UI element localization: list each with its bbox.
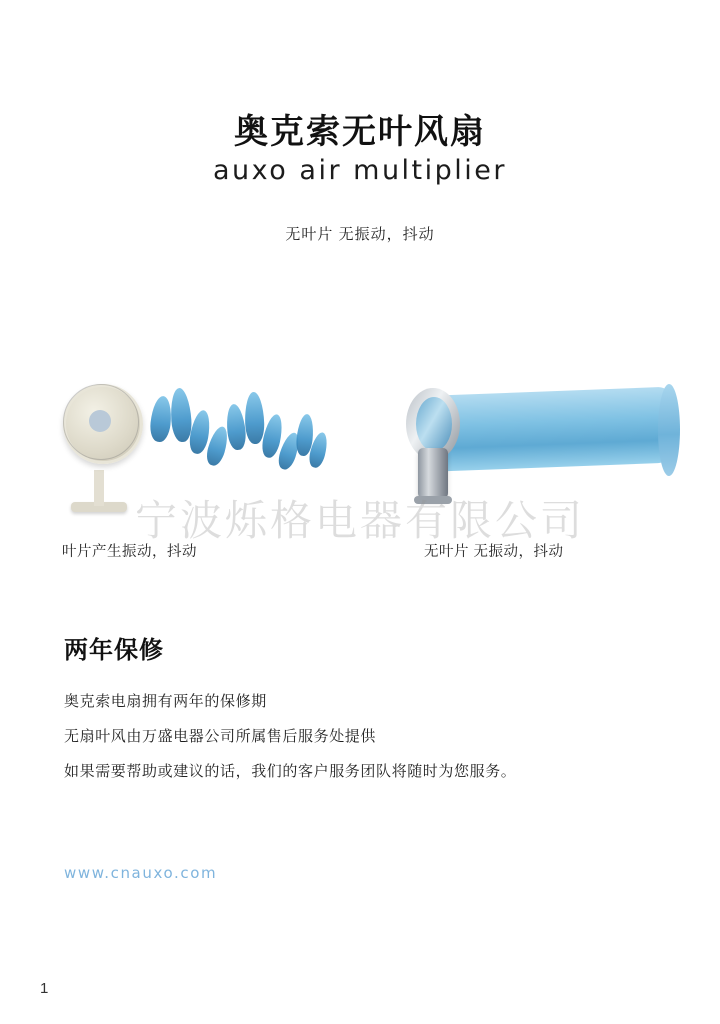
warranty-heading: 两年保修 [64,637,164,664]
airflow-cone-icon [244,392,265,445]
bladeless-base-shape [418,448,448,500]
page-title-chinese: 奥克索无叶风扇 [234,112,486,152]
bladeless-foot-shape [414,496,452,504]
caption-left: 叶片产生振动，抖动 [62,544,197,560]
airflow-stream-end-shape [658,384,680,477]
page-number: 1 [40,980,49,997]
page-title-english: auxo air multiplier [213,155,507,186]
bladeless-fan-illustration [390,370,680,520]
company-watermark: 宁波烁格电器有限公司 [134,496,585,545]
airflow-cone-icon [149,395,174,443]
bladed-fan-illustration [55,370,325,520]
caption-right: 无叶片 无振动，抖动 [424,544,564,560]
airflow-cone-icon [225,403,248,451]
warranty-line: 如果需要帮助或建议的话，我们的客户服务团队将随时为您服务。 [64,763,517,780]
fan-hub-shape [89,410,111,432]
bladeless-ring-inner-shape [416,397,452,451]
warranty-body [64,684,664,789]
fan-stem-shape [94,470,104,506]
warranty-line: 奥克索电扇拥有两年的保修期 [64,693,267,710]
page-subtitle: 无叶片 无振动，抖动 [285,226,435,243]
website-link[interactable]: www.cnauxo.com [64,864,218,882]
airflow-stream-shape [442,387,672,472]
warranty-line: 无扇叶风由万盛电器公司所属售后服务处提供 [64,728,377,745]
